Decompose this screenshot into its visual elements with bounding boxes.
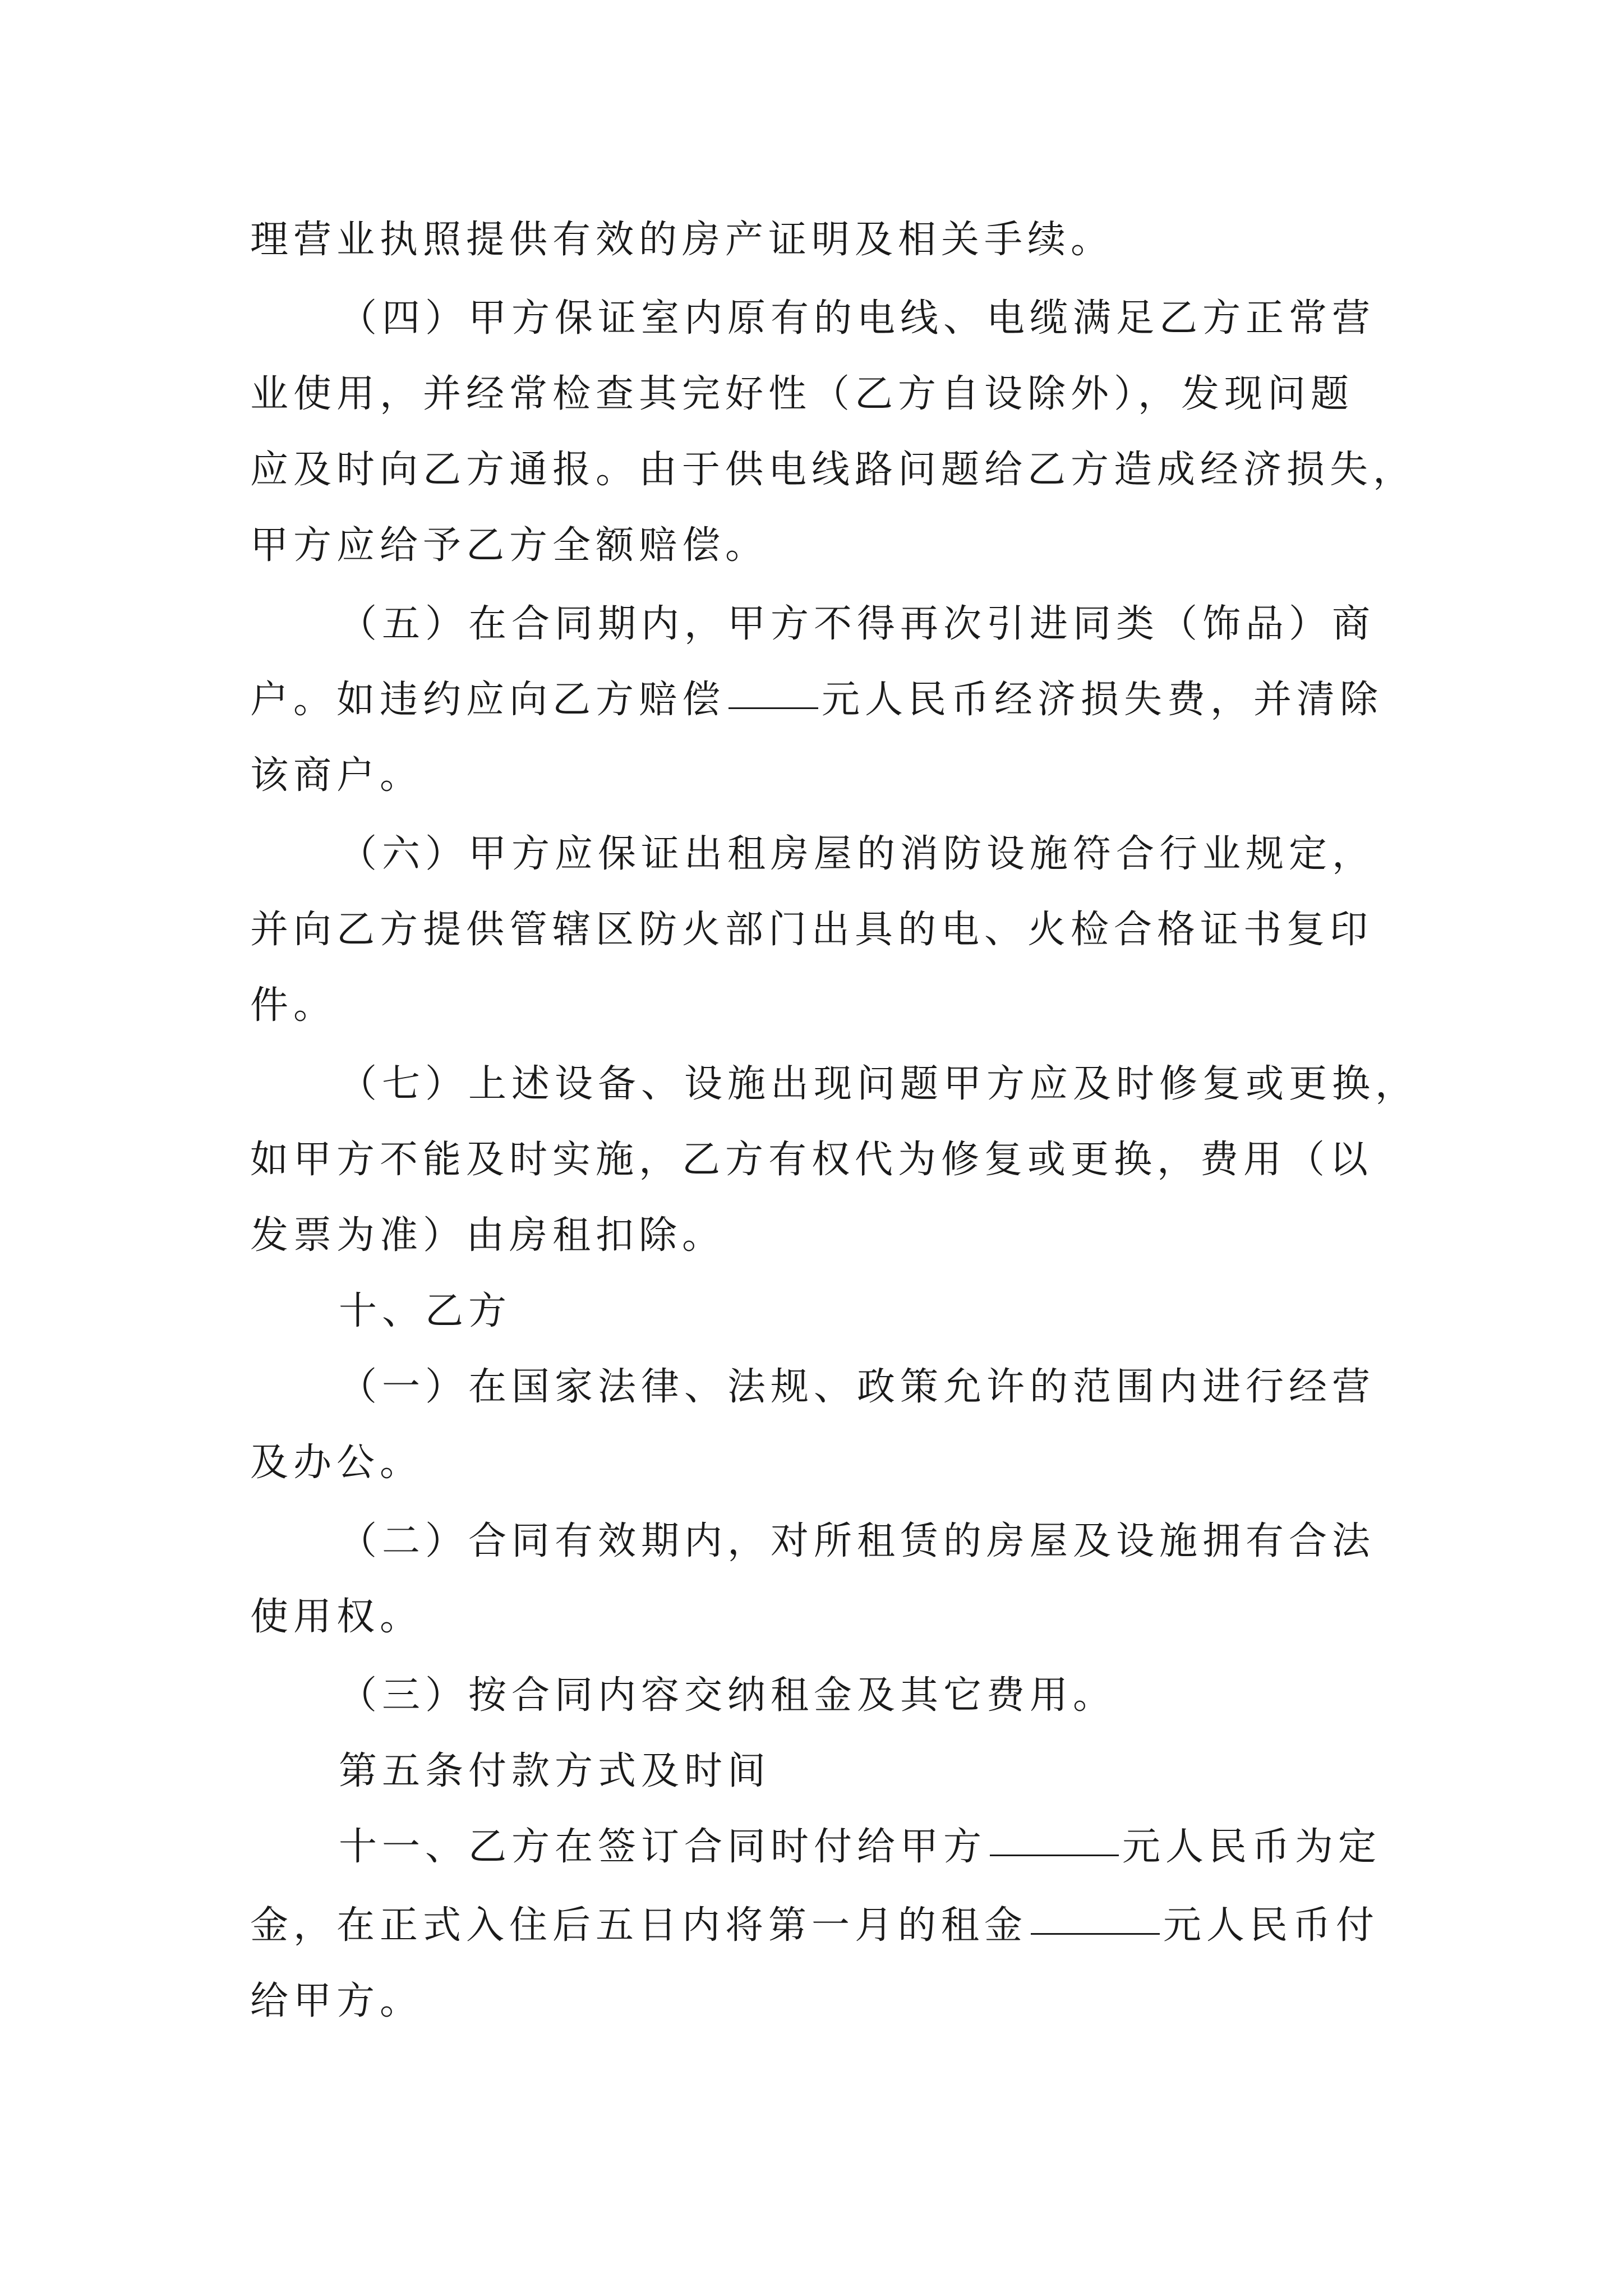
- paragraph-line: 使用权。: [250, 1595, 423, 1639]
- paragraph-line: （三）按合同内容交纳租金及其它费用。: [339, 1673, 1117, 1718]
- section-heading: 第五条付款方式及时间: [339, 1749, 771, 1793]
- paragraph-line: [250, 673, 1383, 727]
- paragraph-line: [250, 1899, 1379, 1953]
- fill-in-blank: [1031, 1931, 1160, 1935]
- paragraph-line: （五）在合同期内，甲方不得再次引进同类（饰品）商: [339, 602, 1376, 646]
- paragraph-line: （二）合同有效期内，对所租赁的房屋及设施拥有合法: [339, 1519, 1376, 1563]
- paragraph-line: 应及时向乙方通报。由于供电线路问题给乙方造成经济损失，: [250, 448, 1417, 492]
- paragraph-line: 件。: [250, 983, 337, 1028]
- paragraph-line: （四）甲方保证室内原有的电线、电缆满足乙方正常营: [339, 296, 1376, 341]
- paragraph-line: 及办公。: [250, 1441, 423, 1485]
- paragraph-line: 甲方应给予乙方全额赔偿。: [250, 523, 769, 568]
- text-segment: 元人民币经济损失费，并清除: [822, 678, 1384, 722]
- paragraph-line: 理营业执照提供有效的房产证明及相关手续。: [250, 218, 1114, 262]
- paragraph-line: （一）在国家法律、法规、政策允许的范围内进行经营: [339, 1365, 1376, 1409]
- fill-in-blank: [728, 705, 818, 709]
- text-segment: 十一、乙方在签订合同时付给甲方: [339, 1825, 987, 1869]
- paragraph-line: 业使用，并经常检查其完好性（乙方自设除外），发现问题: [250, 372, 1354, 416]
- paragraph-line: （六）甲方应保证出租房屋的消防设施符合行业规定，: [339, 832, 1376, 876]
- paragraph-line: [339, 1820, 1381, 1874]
- paragraph-line: 如甲方不能及时实施，乙方有权代为修复或更换，费用（以: [250, 1138, 1373, 1182]
- text-segment: 户。如违约应向乙方赔偿: [250, 678, 726, 722]
- paragraph-line: 该商户。: [250, 753, 423, 798]
- text-segment: 元人民币付: [1163, 1903, 1380, 1948]
- paragraph-line: 给甲方。: [250, 1979, 423, 2023]
- paragraph-line: 发票为准）由房租扣除。: [250, 1213, 726, 1258]
- section-heading: 十、乙方: [339, 1289, 512, 1333]
- paragraph-line: 并向乙方提供管辖区防火部门出具的电、火检合格证书复印: [250, 908, 1373, 952]
- text-segment: 金，在正式入住后五日内将第一月的租金: [250, 1903, 1028, 1948]
- paragraph-line: （七）上述设备、设施出现问题甲方应及时修复或更换，: [339, 1062, 1419, 1106]
- text-segment: 元人民币为定: [1122, 1825, 1382, 1869]
- fill-in-blank: [990, 1852, 1119, 1856]
